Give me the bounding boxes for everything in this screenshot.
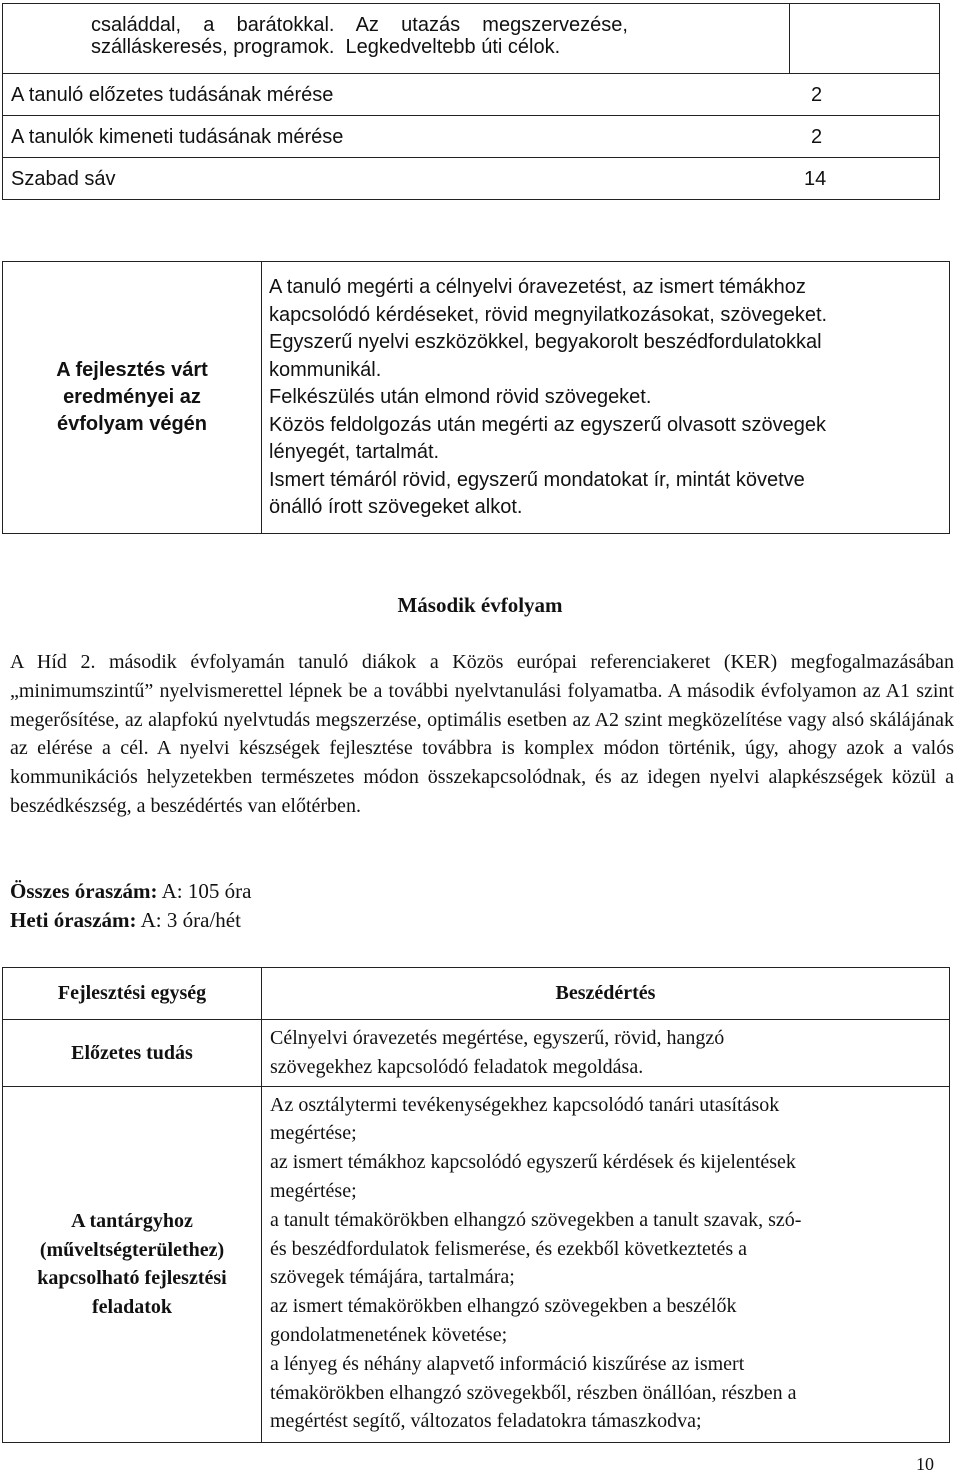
unit-value: Beszédértés xyxy=(262,968,950,1020)
task-line: megértése; xyxy=(270,1179,357,1202)
outcome-line: Közös feldolgozás után megérti az egyszerű olvasott szövegek xyxy=(269,413,826,436)
task-line: szövegek témájára, tartalmára; xyxy=(270,1266,515,1289)
prior-line: szövegekhez kapcsolódó feladatok megoldása. xyxy=(270,1055,644,1078)
outcome-line: kommunikál. xyxy=(269,358,382,381)
outcome-line: kapcsolódó kérdéseket, rövid megnyilatkozásokat, szövegeket. xyxy=(269,303,828,326)
prior-line: Célnyelvi óravezetés megértése, egyszerű, rövid, hangzó xyxy=(270,1027,725,1049)
task-line: témakörökben elhangzó szövegekből, részben önállóan, részben a xyxy=(270,1381,797,1404)
row-label: A tanulók kimeneti tudásának mérése xyxy=(11,126,344,148)
task-line: megértése; xyxy=(270,1122,357,1145)
weekly-hours xyxy=(10,908,241,933)
task-line: a lényeg és néhány alapvető információ kiszűrése az ismert xyxy=(270,1352,745,1375)
task-line: megértést segítő, változatos feladatokra támaszkodva; xyxy=(270,1410,702,1433)
row-label: A tanuló előzetes tudásának mérése xyxy=(11,84,334,106)
outcomes-label-line: eredményei az xyxy=(63,386,201,408)
empty-hours-cell xyxy=(790,4,940,74)
outcome-line: A tanuló megérti a célnyelvi óravezetést, az ismert témákhoz xyxy=(269,276,806,298)
row-label: Szabad sáv xyxy=(11,168,116,190)
table-row xyxy=(3,158,940,200)
weekly-hours-label: Heti óraszám: xyxy=(10,908,137,932)
development-unit-table xyxy=(2,967,950,1443)
task-line: és beszédfordulatok felismerése, és ezekből következtetés a xyxy=(270,1237,748,1260)
table-row xyxy=(3,1020,950,1087)
table-row xyxy=(3,968,950,1020)
row-hours: 14 xyxy=(804,168,827,190)
topics-line: családdal, a barátokkal. Az utazás megszervezése, xyxy=(91,14,628,36)
task-line: az ismert témákhoz kapcsolódó egyszerű kérdések és kijelentések xyxy=(270,1151,796,1174)
tasks-label-line: feladatok xyxy=(92,1295,172,1318)
prior-knowledge-text xyxy=(262,1020,950,1087)
outcomes-table xyxy=(2,261,950,534)
tasks-text xyxy=(262,1086,950,1442)
outcome-line: lényegét, tartalmát. xyxy=(269,441,440,463)
tasks-label-line: kapcsolható fejlesztési xyxy=(37,1267,227,1290)
outcomes-label xyxy=(3,262,262,534)
outcome-line: Ismert témáról rövid, egyszerű mondatokat ír, mintát követve xyxy=(269,468,805,491)
table-row xyxy=(3,74,940,116)
topics-line: szálláskeresés, programok. Legkedveltebb úti célok. xyxy=(91,36,561,58)
unit-label: Fejlesztési egység xyxy=(3,968,262,1020)
outcome-line: önálló írott szövegeket alkot. xyxy=(269,496,523,518)
row-hours: 2 xyxy=(811,84,823,106)
page-number: 10 xyxy=(916,1454,934,1474)
task-line: gondolatmenetének követése; xyxy=(270,1323,508,1346)
total-hours xyxy=(10,879,251,904)
outcomes-text xyxy=(262,262,950,534)
curriculum-hours-table xyxy=(2,3,940,200)
tasks-label-line: A tantárgyhoz xyxy=(71,1210,193,1233)
topics-continuation-cell xyxy=(3,4,790,74)
section-heading: Második évfolyam xyxy=(397,593,563,617)
outcome-line: Felkészülés után elmond rövid szövegeket. xyxy=(269,386,652,408)
task-line: Az osztálytermi tevékenységekhez kapcsolódó tanári utasítások xyxy=(270,1093,780,1116)
tasks-label-line: (műveltségterülethez) xyxy=(39,1238,225,1261)
task-line: az ismert témakörökben elhangzó szövegekben a beszélők xyxy=(270,1295,737,1318)
row-hours: 2 xyxy=(811,126,823,148)
weekly-hours-value: A: 3 óra/hét xyxy=(136,908,241,932)
total-hours-value: A: 105 óra xyxy=(157,879,252,903)
outcomes-label-line: A fejlesztés várt xyxy=(56,359,208,381)
outcome-line: Egyszerű nyelvi eszközökkel, begyakorolt beszédfordulatokkal xyxy=(269,331,822,353)
total-hours-label: Összes óraszám: xyxy=(10,879,158,903)
prior-knowledge-label: Előzetes tudás xyxy=(3,1020,262,1087)
tasks-label xyxy=(3,1086,262,1442)
table-row xyxy=(3,116,940,158)
task-line: a tanult témakörökben elhangzó szövegekben a tanult szavak, szó- xyxy=(270,1208,802,1231)
outcomes-label-line: évfolyam végén xyxy=(56,413,208,435)
section-paragraph: A Híd 2. második évfolyamán tanuló diákok a Közös európai referenciakeret (KER) megfogalmazásában „minimumszintű” nyelvismerettel lépnek be a további nyelvtanulási folyamatba. A második évfolyamon az A1 szint megerősítése, az alapfokú nyelvtudás megszerzése, optimális esetben az A2 szint megközelítése vagy alsó skálájának az elérése a cél. A nyelvi készségek fejlesztése továbbra is komplex módon történik, úgy, ahogy azok a valós kommunikációs helyzetekben természetes módon összekapcsolódnak, és az idegen nyelvi alapkészségek közül a beszédkészség, a beszédértés van előtérben. xyxy=(10,651,954,817)
table-row xyxy=(3,1086,950,1442)
